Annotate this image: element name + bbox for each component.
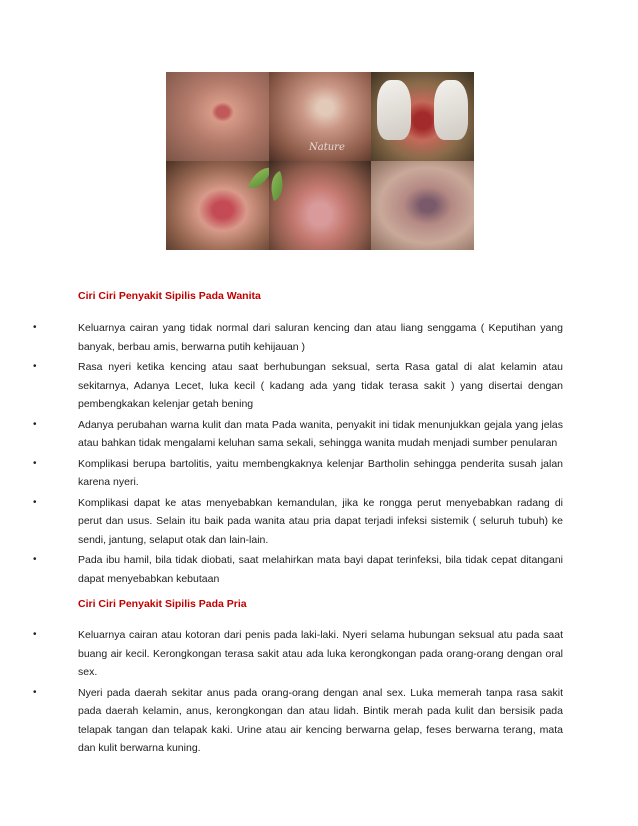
men-symptom-list	[33, 626, 563, 760]
women-section-heading: Ciri Ciri Penyakit Sipilis Pada Wanita	[78, 290, 261, 302]
list-item: • Komplikasi dapat ke atas menyebabkan kemandulan, jika ke rongga perut menyebabkan radang di perut dan usus. Selain itu baik pada wanita atau pria dapat terjadi infeksi sistemik ( seluruh tubuh) ke sendi, jantung, selaput otak dan lain-lain.	[60, 494, 563, 550]
bullet-icon: •	[33, 418, 37, 430]
list-item: • Keluarnya cairan atau kotoran dari penis pada laki-laki. Nyeri selama hubungan seksual atu pada saat buang air kecil. Kerongkongan terasa sakit atau ada luka kerongkongan pada orang-orang dengan oral sex.	[60, 626, 563, 682]
leaf-logo-icon	[269, 171, 289, 201]
collage-photo-6	[371, 161, 474, 250]
list-item: • Nyeri pada daerah sekitar anus pada orang-orang dengan anal sex. Luka memerah tanpa rasa sakit pada daerah kelamin, anus, kerongkongan dan atau lidah. Bintik merah pada kulit dan bersisik pada telapak tangan dan telapak kaki. Urine atau air kencing berwarna gelap, feses berwarna terang, mata dan kulit berwarna kuning.	[60, 684, 563, 758]
bullet-icon: •	[33, 554, 37, 565]
list-item: • Komplikasi berupa bartolitis, yaitu membengkaknya kelenjar Bartholin sehingga penderita susah jalan karena nyeri.	[60, 455, 563, 492]
bullet-icon: •	[33, 457, 37, 469]
bullet-icon: •	[33, 686, 37, 698]
bullet-icon: •	[33, 629, 37, 640]
list-item: • Keluarnya cairan yang tidak normal dari saluran kencing dan atau liang senggama ( Keputihan yang banyak, berbau amis, berwarna putih kehijauan )	[60, 319, 563, 356]
bullet-icon: •	[33, 361, 37, 372]
collage-photo-3	[371, 72, 474, 161]
collage-photo-2	[269, 72, 371, 161]
women-symptom-list	[33, 319, 563, 590]
list-item: • Adanya perubahan warna kulit dan mata Pada wanita, penyakit ini tidak menunjukkan gejala yang jelas atau bahkan tidak mengalami keluhan sama sekali, sehingga wanita mudah menjadi sumber penularan	[60, 416, 563, 453]
bullet-icon: •	[33, 496, 37, 508]
watermark-text: Nature	[309, 142, 345, 153]
leaf-logo-icon	[248, 163, 269, 193]
photo-collage	[166, 72, 474, 250]
collage-photo-5	[269, 161, 371, 250]
collage-photo-4	[166, 161, 269, 250]
glove-shape	[434, 80, 468, 140]
men-section-heading: Ciri Ciri Penyakit Sipilis Pada Pria	[78, 598, 247, 610]
list-item: • Pada ibu hamil, bila tidak diobati, saat melahirkan mata bayi dapat terinfeksi, bila tidak cepat ditangani dapat menyebabkan kebutaan	[60, 551, 563, 588]
bullet-icon: •	[33, 322, 37, 333]
list-item: • Rasa nyeri ketika kencing atau saat berhubungan seksual, serta Rasa gatal di alat kelamin atau sekitarnya, Adanya Lecet, luka kecil ( kadang ada yang tidak terasa sakit ) yang disertai dengan pembengkakan kelenjar getah bening	[60, 358, 563, 414]
collage-photo-1	[166, 72, 269, 161]
glove-shape	[377, 80, 411, 140]
